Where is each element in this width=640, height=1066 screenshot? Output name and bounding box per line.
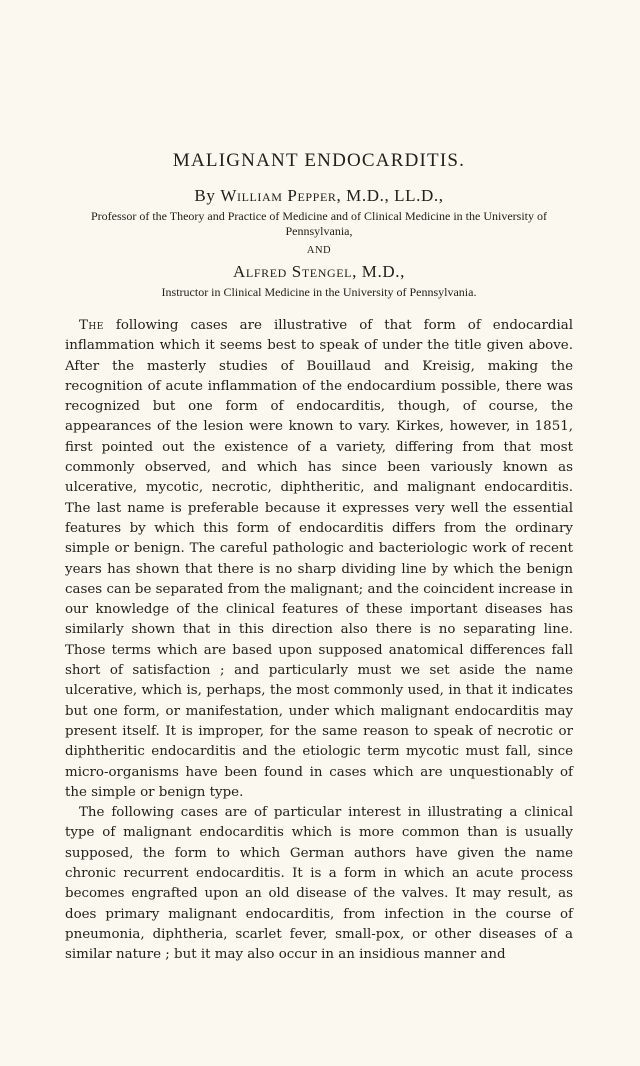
body-paragraph-2 <box>65 803 573 965</box>
author-1-affiliation: Professor of the Theory and Practice of Medicine and of Clinical Medicine in the University of Pennsylvania, <box>91 209 547 238</box>
author-1-name: William Pepper, M.D., LL.D., <box>220 186 444 205</box>
author-conjunction: AND <box>306 245 332 256</box>
author-1-by: By <box>194 186 216 205</box>
paragraph-2-text: The following cases are of particular interest in illustrating a clinical type of malignant endocarditis which is more common than is usually supposed, the form to which German authors have given the name chronic recurrent endocarditis. It is a form in which an acute process becomes engrafted upon an old disease of the valves. It may result, as does primary malignant endocarditis, from infection in the course of pneumonia, diphtheria, scarlet fever, small-pox, or other diseases of a similar nature ; but it may also occur in an insidious manner and <box>65 805 573 963</box>
body-paragraph-1 <box>65 316 573 803</box>
author-2-byline <box>65 262 573 282</box>
paragraph-1-lead-word: The <box>79 318 104 333</box>
author-2-affiliation: Instructor in Clinical Medicine in the University of Pennsylvania. <box>161 285 477 299</box>
article-body <box>65 316 573 966</box>
article-title: MALIGNANT ENDOCARDITIS. <box>172 150 466 171</box>
article-page <box>65 150 573 966</box>
paragraph-1-text: following cases are illustrative of that form of endocardial inflammation which it seems best to speak of under the title given above. After the masterly studies of Bouillaud and Kreisig, making the recognition of acute inflammation of the endocardium possible, there was recognized but one form of endocarditis, though, of course, the appearances of the lesion were known to vary. Kirkes, however, in 1851, first pointed out the existence of a variety, differing from that most commonly observed, and which has since been variously known as ulcerative, mycotic, necrotic, diphtheritic, and malignant endocarditis. The last name is preferable because it expresses very well the essential features by which this form of endocarditis differs from the ordinary simple or benign. The careful pathologic and bacteriologic work of recent years has shown that there is no sharp dividing line by which the benign cases can be separated from the malignant; and the coincident increase in our knowledge of the clinical features of these important diseases has similarly shown that in this direction also there is no separating line. Those terms which are based upon supposed anatomical differences fall short of satisfaction ; and particularly must we set aside the name ulcerative, which is, perhaps, the most commonly used, in that it indicates but one form, or manifestation, under which malignant endocarditis may present itself. It is improper, for the same reason to speak of necrotic or diphtheritic endocarditis and the etiologic term mycotic must fall, since micro-organisms have been found in cases which are unquestionably of the simple or benign type. <box>65 318 573 800</box>
author-2-name: Alfred Stengel, M.D., <box>233 262 405 281</box>
author-1-byline <box>65 186 573 206</box>
